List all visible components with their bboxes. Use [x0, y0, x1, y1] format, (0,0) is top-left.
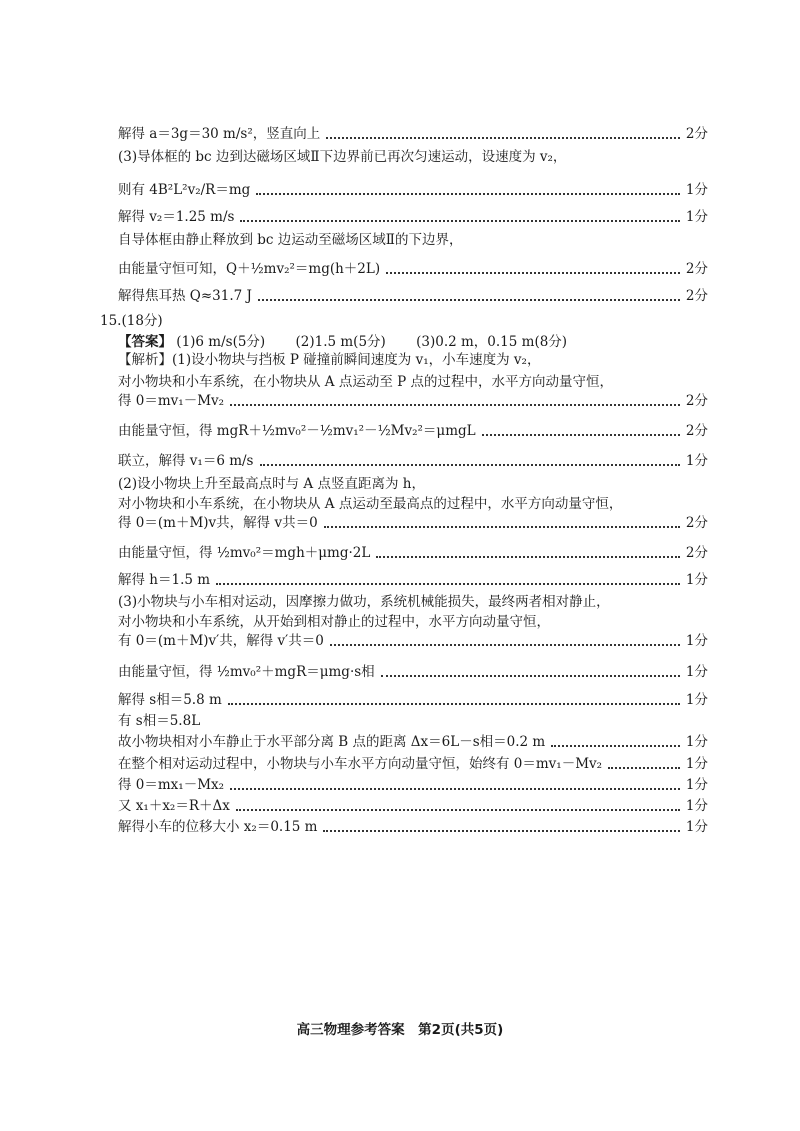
line-score: 2分 [685, 126, 708, 142]
dot-leader [381, 675, 680, 677]
line-score: 1分 [685, 756, 708, 772]
dot-leader [228, 703, 680, 705]
line-score: 1分 [685, 664, 708, 680]
dot-leader [482, 434, 680, 436]
line-text: 故小物块相对小车静止于水平部分离 B 点的距离 Δx＝6L－s相＝0.2 m [118, 734, 546, 750]
line-score: 2分 [685, 515, 708, 531]
line-text: 由能量守恒，得 mgR＋½mv₀²－½mv₁²－½Mv₂²＝μmgL [118, 423, 476, 439]
dot-leader [230, 788, 680, 790]
dot-leader [376, 556, 680, 558]
line-text: 由能量守恒可知，Q＋½mv₂²＝mg(h＋2L) [118, 261, 381, 277]
line-score: 1分 [685, 819, 708, 835]
solution-line: 有 s相＝5.8L [118, 713, 201, 729]
line-score: 1分 [685, 777, 708, 793]
solution-line [118, 572, 708, 589]
solution-line [118, 423, 708, 440]
dot-leader [260, 464, 680, 466]
line-score: 1分 [685, 798, 708, 814]
solution-line: 对小物块和小车系统，从开始到相对静止的过程中，水平方向动量守恒， [118, 614, 550, 630]
solution-line [118, 756, 708, 773]
solution-line [118, 453, 708, 470]
solution-line: 自导体框由静止释放到 bc 边运动至磁场区域Ⅱ的下边界， [118, 232, 463, 248]
dot-leader [216, 583, 680, 585]
dot-leader [330, 644, 680, 646]
line-score: 2分 [685, 423, 708, 439]
solution-line [118, 545, 708, 562]
line-score: 2分 [685, 288, 708, 304]
dot-leader [236, 809, 680, 811]
answer-line [118, 330, 567, 350]
line-text: 得 0＝mv₁－Mv₂ [118, 393, 225, 409]
dot-leader [551, 745, 680, 747]
line-text: 有 0＝(m＋M)v′共，解得 v′共＝0 [118, 633, 324, 649]
line-score: 1分 [685, 692, 708, 708]
line-text: 则有 4B²L²v₂/R＝mg [118, 182, 251, 198]
line-text: 由能量守恒，得 ½mv₀²＝mgh＋μmg·2L [118, 545, 371, 561]
line-text: 解得焦耳热 Q≈31.7 J [118, 288, 252, 304]
dot-leader [324, 526, 680, 528]
solution-line [118, 798, 708, 815]
line-score: 1分 [685, 209, 708, 225]
solution-line [118, 261, 708, 278]
dot-leader [608, 767, 680, 769]
dot-leader [323, 830, 679, 832]
solution-line: 对小物块和小车系统，在小物块从 A 点运动至 P 点的过程中，水平方向动量守恒， [118, 374, 613, 390]
solution-line [118, 182, 708, 199]
dot-leader [240, 220, 679, 222]
line-text: 解得 s相＝5.8 m [118, 692, 222, 708]
dot-leader [326, 137, 680, 139]
solution-line: (3)导体框的 bc 边到达磁场区域Ⅱ下边界前已再次匀速运动，设速度为 v₂， [118, 149, 567, 165]
solution-line: (3)小物块与小车相对运动，因摩擦力做功，系统机械能损失，最终两者相对静止， [118, 594, 610, 610]
solution-line [118, 126, 708, 143]
solution-line [118, 734, 708, 751]
answer-part: (1)6 m/s(5分) [176, 334, 266, 350]
page-footer: 高三物理参考答案 第2页(共5页) [296, 1022, 504, 1038]
line-text: 得 0＝mx₁－Mx₂ [118, 777, 225, 793]
dot-leader [386, 272, 680, 274]
line-score: 1分 [685, 182, 708, 198]
line-text: 在整个相对运动过程中，小物块与小车水平方向动量守恒，始终有 0＝mv₁－Mv₂ [118, 756, 603, 772]
line-text: 解得 a＝3g＝30 m/s²，竖直向上 [118, 126, 321, 142]
line-text: 解得小车的位移大小 x₂＝0.15 m [118, 819, 318, 835]
answer-tag: 【答案】 [118, 334, 172, 350]
line-score: 2分 [685, 545, 708, 561]
question-number: 15.(18分) [100, 313, 163, 329]
solution-line [118, 692, 708, 709]
line-text: 得 0＝(m＋M)v共，解得 v共＝0 [118, 515, 318, 531]
answer-part: (3)0.2 m，0.15 m(8分) [416, 334, 568, 350]
solution-line: 对小物块和小车系统，在小物块从 A 点运动至最高点的过程中，水平方向动量守恒， [118, 496, 623, 512]
line-score: 1分 [685, 453, 708, 469]
solution-line [118, 393, 708, 410]
solution-line: 【解析】(1)设小物块与挡板 P 碰撞前瞬间速度为 v₁，小车速度为 v₂， [118, 352, 541, 368]
line-score: 1分 [685, 572, 708, 588]
solution-line [118, 819, 708, 836]
dot-leader [258, 299, 680, 301]
line-text: 由能量守恒，得 ½mv₀²＋mgR＝μmg·s相 [118, 664, 375, 680]
solution-line [118, 515, 708, 532]
solution-line [118, 288, 708, 305]
line-text: 解得 h＝1.5 m [118, 572, 211, 588]
solution-line [118, 633, 708, 650]
solution-line [118, 209, 708, 226]
answer-part: (2)1.5 m(5分) [295, 334, 386, 350]
line-score: 2分 [685, 261, 708, 277]
line-text: 又 x₁＋x₂＝R＋Δx [118, 798, 230, 814]
line-text: 联立，解得 v₁＝6 m/s [118, 453, 254, 469]
solution-line: (2)设小物块上升至最高点时与 A 点竖直距离为 h， [118, 476, 425, 492]
line-text: 解得 v₂＝1.25 m/s [118, 209, 235, 225]
line-score: 2分 [685, 393, 708, 409]
line-score: 1分 [685, 734, 708, 750]
line-score: 1分 [685, 633, 708, 649]
dot-leader [230, 404, 680, 406]
solution-line [118, 777, 708, 794]
solution-line [118, 664, 708, 681]
dot-leader [256, 193, 680, 195]
